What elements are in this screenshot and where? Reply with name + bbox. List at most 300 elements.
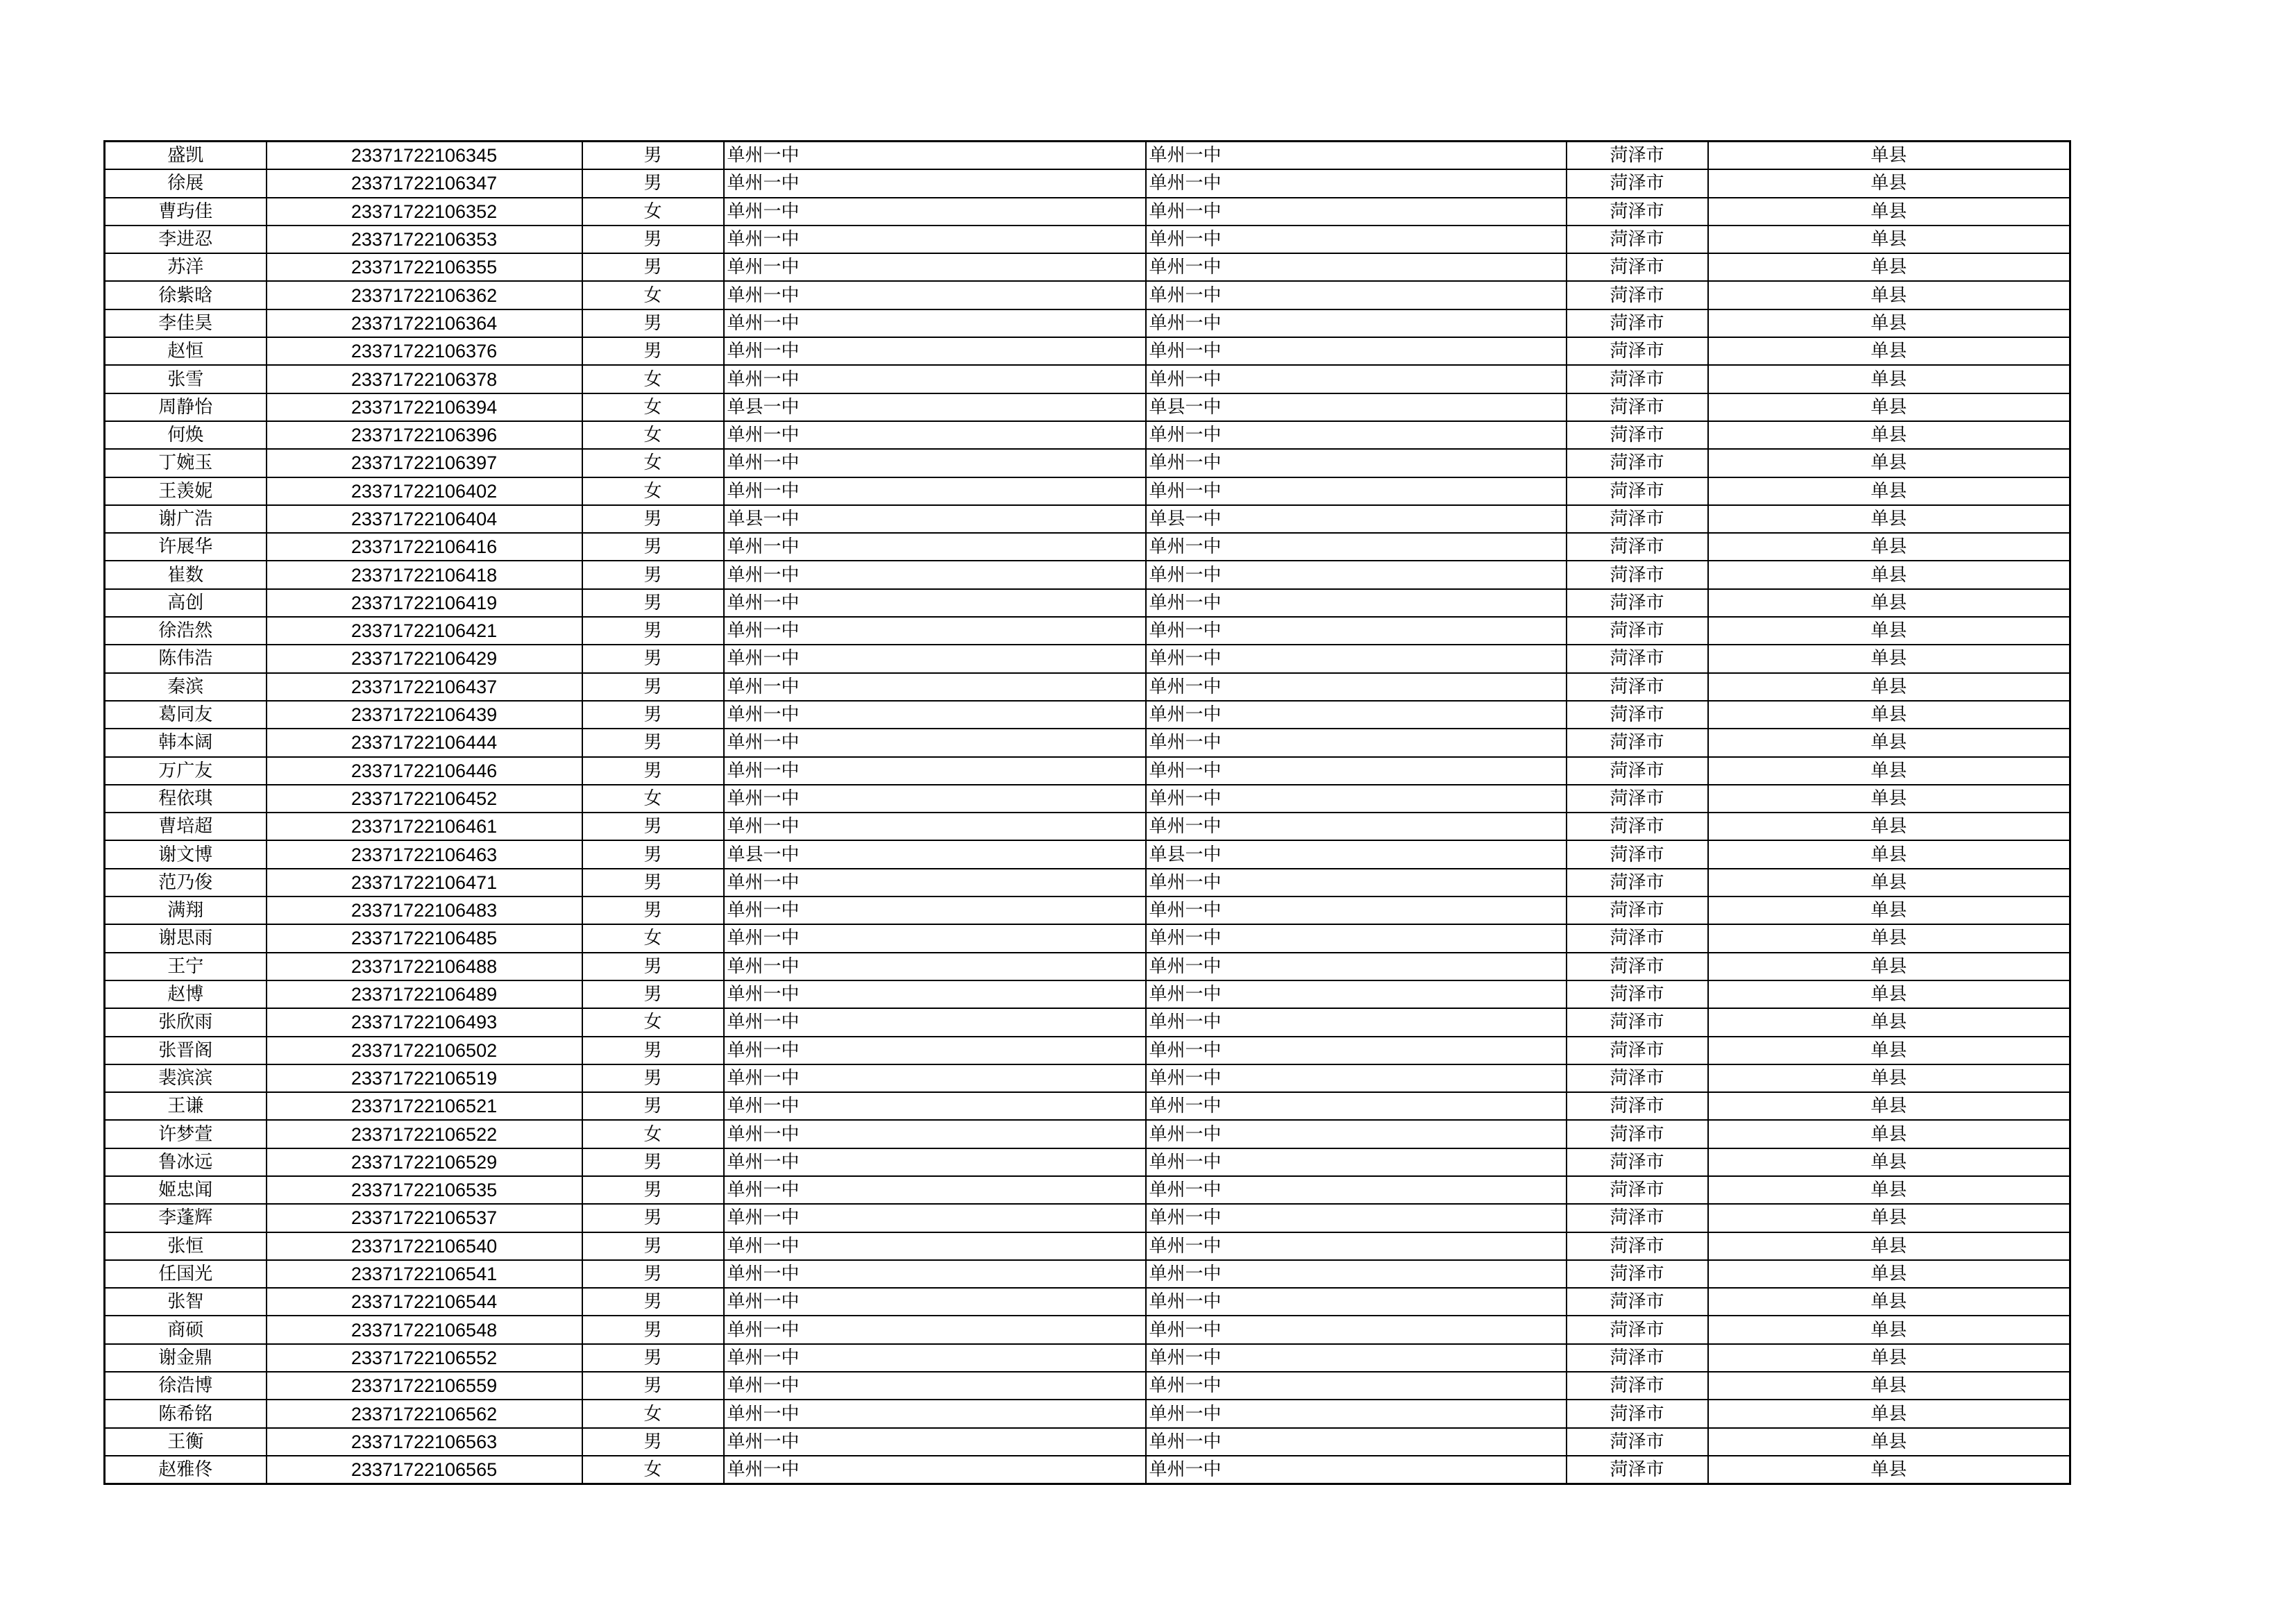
gender-cell: 男 <box>582 142 724 170</box>
school-cell: 单州一中 <box>724 1120 1146 1148</box>
county-cell: 单县 <box>1708 589 2070 617</box>
city-cell: 菏泽市 <box>1567 1344 1708 1372</box>
enrolled-school-cell: 单州一中 <box>1146 924 1567 952</box>
county-cell: 单县 <box>1708 1176 2070 1204</box>
enrolled-school-cell: 单州一中 <box>1146 1092 1567 1120</box>
school-cell: 单州一中 <box>724 1008 1146 1036</box>
table-row <box>105 198 2070 226</box>
school-cell: 单州一中 <box>724 561 1146 588</box>
county-cell: 单县 <box>1708 953 2070 980</box>
school-cell: 单州一中 <box>724 1037 1146 1064</box>
name-cell: 谢广浩 <box>105 505 267 533</box>
gender-cell: 男 <box>582 1372 724 1400</box>
table-row <box>105 505 2070 533</box>
name-cell: 谢文博 <box>105 840 267 868</box>
name-cell: 王谦 <box>105 1092 267 1120</box>
exam-id-cell: 23371722106419 <box>267 589 582 617</box>
enrolled-school-cell: 单州一中 <box>1146 1456 1567 1484</box>
enrolled-school-cell: 单州一中 <box>1146 1204 1567 1232</box>
county-cell: 单县 <box>1708 1037 2070 1064</box>
name-cell: 范乃俊 <box>105 869 267 897</box>
county-cell: 单县 <box>1708 1316 2070 1343</box>
enrolled-school-cell: 单州一中 <box>1146 869 1567 897</box>
table-row <box>105 813 2070 840</box>
table-row <box>105 785 2070 813</box>
exam-id-cell: 23371722106540 <box>267 1232 582 1260</box>
school-cell: 单县一中 <box>724 393 1146 421</box>
school-cell: 单州一中 <box>724 701 1146 729</box>
name-cell: 高创 <box>105 589 267 617</box>
exam-id-cell: 23371722106489 <box>267 980 582 1008</box>
table-row <box>105 729 2070 756</box>
gender-cell: 男 <box>582 1148 724 1176</box>
county-cell: 单县 <box>1708 924 2070 952</box>
county-cell: 单县 <box>1708 1064 2070 1092</box>
name-cell: 李进忍 <box>105 226 267 253</box>
table-row <box>105 1092 2070 1120</box>
city-cell: 菏泽市 <box>1567 897 1708 924</box>
name-cell: 葛同友 <box>105 701 267 729</box>
table-row <box>105 757 2070 785</box>
table-row <box>105 281 2070 309</box>
table-row <box>105 924 2070 952</box>
table-row <box>105 673 2070 701</box>
table-row <box>105 393 2070 421</box>
city-cell: 菏泽市 <box>1567 1148 1708 1176</box>
gender-cell: 男 <box>582 869 724 897</box>
enrolled-school-cell: 单州一中 <box>1146 1288 1567 1316</box>
gender-cell: 男 <box>582 226 724 253</box>
gender-cell: 男 <box>582 673 724 701</box>
school-cell: 单州一中 <box>724 449 1146 477</box>
gender-cell: 女 <box>582 198 724 226</box>
county-cell: 单县 <box>1708 701 2070 729</box>
table-row <box>105 1176 2070 1204</box>
name-cell: 王宁 <box>105 953 267 980</box>
school-cell: 单州一中 <box>724 477 1146 505</box>
county-cell: 单县 <box>1708 281 2070 309</box>
enrolled-school-cell: 单州一中 <box>1146 813 1567 840</box>
table-row <box>105 1344 2070 1372</box>
exam-id-cell: 23371722106439 <box>267 701 582 729</box>
name-cell: 曹培超 <box>105 813 267 840</box>
exam-id-cell: 23371722106437 <box>267 673 582 701</box>
enrolled-school-cell: 单州一中 <box>1146 980 1567 1008</box>
exam-id-cell: 23371722106552 <box>267 1344 582 1372</box>
exam-id-cell: 23371722106488 <box>267 953 582 980</box>
exam-id-cell: 23371722106562 <box>267 1400 582 1427</box>
name-cell: 张雪 <box>105 365 267 393</box>
city-cell: 菏泽市 <box>1567 757 1708 785</box>
table-row <box>105 533 2070 561</box>
enrolled-school-cell: 单州一中 <box>1146 1428 1567 1456</box>
school-cell: 单州一中 <box>724 869 1146 897</box>
enrolled-school-cell: 单县一中 <box>1146 505 1567 533</box>
school-cell: 单州一中 <box>724 1400 1146 1427</box>
enrolled-school-cell: 单州一中 <box>1146 1176 1567 1204</box>
table-row <box>105 1008 2070 1036</box>
city-cell: 菏泽市 <box>1567 421 1708 449</box>
county-cell: 单县 <box>1708 729 2070 756</box>
table-row <box>105 421 2070 449</box>
table-body <box>105 142 2070 1484</box>
city-cell: 菏泽市 <box>1567 226 1708 253</box>
city-cell: 菏泽市 <box>1567 953 1708 980</box>
city-cell: 菏泽市 <box>1567 198 1708 226</box>
city-cell: 菏泽市 <box>1567 393 1708 421</box>
exam-id-cell: 23371722106522 <box>267 1120 582 1148</box>
table-row <box>105 840 2070 868</box>
gender-cell: 男 <box>582 1260 724 1288</box>
exam-id-cell: 23371722106529 <box>267 1148 582 1176</box>
table-row <box>105 1232 2070 1260</box>
gender-cell: 女 <box>582 785 724 813</box>
school-cell: 单州一中 <box>724 169 1146 197</box>
name-cell: 韩本阔 <box>105 729 267 756</box>
county-cell: 单县 <box>1708 477 2070 505</box>
county-cell: 单县 <box>1708 1372 2070 1400</box>
gender-cell: 男 <box>582 253 724 281</box>
school-cell: 单州一中 <box>724 281 1146 309</box>
county-cell: 单县 <box>1708 169 2070 197</box>
exam-id-cell: 23371722106537 <box>267 1204 582 1232</box>
name-cell: 徐浩博 <box>105 1372 267 1400</box>
name-cell: 许展华 <box>105 533 267 561</box>
table-row <box>105 589 2070 617</box>
name-cell: 张恒 <box>105 1232 267 1260</box>
enrolled-school-cell: 单州一中 <box>1146 757 1567 785</box>
table-row <box>105 701 2070 729</box>
school-cell: 单州一中 <box>724 1148 1146 1176</box>
gender-cell: 男 <box>582 813 724 840</box>
exam-id-cell: 23371722106452 <box>267 785 582 813</box>
exam-id-cell: 23371722106521 <box>267 1092 582 1120</box>
enrolled-school-cell: 单州一中 <box>1146 1148 1567 1176</box>
name-cell: 许梦萱 <box>105 1120 267 1148</box>
name-cell: 谢思雨 <box>105 924 267 952</box>
table-row <box>105 980 2070 1008</box>
gender-cell: 女 <box>582 1456 724 1484</box>
school-cell: 单州一中 <box>724 1372 1146 1400</box>
school-cell: 单州一中 <box>724 142 1146 170</box>
enrolled-school-cell: 单州一中 <box>1146 449 1567 477</box>
exam-id-cell: 23371722106444 <box>267 729 582 756</box>
name-cell: 任国光 <box>105 1260 267 1288</box>
exam-id-cell: 23371722106461 <box>267 813 582 840</box>
enrolled-school-cell: 单州一中 <box>1146 617 1567 645</box>
exam-id-cell: 23371722106402 <box>267 477 582 505</box>
gender-cell: 男 <box>582 701 724 729</box>
gender-cell: 女 <box>582 1400 724 1427</box>
enrolled-school-cell: 单州一中 <box>1146 253 1567 281</box>
table-row <box>105 1148 2070 1176</box>
county-cell: 单县 <box>1708 617 2070 645</box>
county-cell: 单县 <box>1708 757 2070 785</box>
exam-id-cell: 23371722106544 <box>267 1288 582 1316</box>
exam-id-cell: 23371722106471 <box>267 869 582 897</box>
city-cell: 菏泽市 <box>1567 1316 1708 1343</box>
city-cell: 菏泽市 <box>1567 1372 1708 1400</box>
county-cell: 单县 <box>1708 1428 2070 1456</box>
city-cell: 菏泽市 <box>1567 1008 1708 1036</box>
school-cell: 单州一中 <box>724 1232 1146 1260</box>
school-cell: 单州一中 <box>724 1316 1146 1343</box>
city-cell: 菏泽市 <box>1567 813 1708 840</box>
table-row <box>105 449 2070 477</box>
school-cell: 单州一中 <box>724 1288 1146 1316</box>
exam-id-cell: 23371722106559 <box>267 1372 582 1400</box>
county-cell: 单县 <box>1708 561 2070 588</box>
gender-cell: 女 <box>582 449 724 477</box>
county-cell: 单县 <box>1708 365 2070 393</box>
enrolled-school-cell: 单州一中 <box>1146 1260 1567 1288</box>
gender-cell: 男 <box>582 729 724 756</box>
enrolled-school-cell: 单州一中 <box>1146 589 1567 617</box>
name-cell: 徐紫晗 <box>105 281 267 309</box>
city-cell: 菏泽市 <box>1567 1428 1708 1456</box>
exam-id-cell: 23371722106463 <box>267 840 582 868</box>
city-cell: 菏泽市 <box>1567 449 1708 477</box>
name-cell: 苏洋 <box>105 253 267 281</box>
county-cell: 单县 <box>1708 1260 2070 1288</box>
school-cell: 单州一中 <box>724 980 1146 1008</box>
exam-id-cell: 23371722106446 <box>267 757 582 785</box>
gender-cell: 男 <box>582 1316 724 1343</box>
county-cell: 单县 <box>1708 1232 2070 1260</box>
enrolled-school-cell: 单州一中 <box>1146 1316 1567 1343</box>
city-cell: 菏泽市 <box>1567 281 1708 309</box>
county-cell: 单县 <box>1708 337 2070 365</box>
table-row <box>105 645 2070 672</box>
name-cell: 张晋阁 <box>105 1037 267 1064</box>
city-cell: 菏泽市 <box>1567 785 1708 813</box>
city-cell: 菏泽市 <box>1567 309 1708 337</box>
name-cell: 王衡 <box>105 1428 267 1456</box>
table-row <box>105 953 2070 980</box>
city-cell: 菏泽市 <box>1567 924 1708 952</box>
gender-cell: 女 <box>582 1120 724 1148</box>
city-cell: 菏泽市 <box>1567 1456 1708 1484</box>
city-cell: 菏泽市 <box>1567 505 1708 533</box>
city-cell: 菏泽市 <box>1567 1232 1708 1260</box>
city-cell: 菏泽市 <box>1567 869 1708 897</box>
exam-id-cell: 23371722106347 <box>267 169 582 197</box>
name-cell: 李蓬辉 <box>105 1204 267 1232</box>
name-cell: 满翔 <box>105 897 267 924</box>
exam-id-cell: 23371722106345 <box>267 142 582 170</box>
county-cell: 单县 <box>1708 1092 2070 1120</box>
enrolled-school-cell: 单州一中 <box>1146 953 1567 980</box>
exam-id-cell: 23371722106548 <box>267 1316 582 1343</box>
exam-id-cell: 23371722106352 <box>267 198 582 226</box>
school-cell: 单州一中 <box>724 785 1146 813</box>
county-cell: 单县 <box>1708 421 2070 449</box>
gender-cell: 女 <box>582 281 724 309</box>
city-cell: 菏泽市 <box>1567 1120 1708 1148</box>
enrolled-school-cell: 单州一中 <box>1146 309 1567 337</box>
exam-id-cell: 23371722106483 <box>267 897 582 924</box>
city-cell: 菏泽市 <box>1567 729 1708 756</box>
school-cell: 单州一中 <box>724 337 1146 365</box>
county-cell: 单县 <box>1708 449 2070 477</box>
enrolled-school-cell: 单县一中 <box>1146 840 1567 868</box>
school-cell: 单州一中 <box>724 924 1146 952</box>
enrolled-school-cell: 单州一中 <box>1146 701 1567 729</box>
name-cell: 何焕 <box>105 421 267 449</box>
county-cell: 单县 <box>1708 142 2070 170</box>
name-cell: 裴滨滨 <box>105 1064 267 1092</box>
school-cell: 单州一中 <box>724 365 1146 393</box>
gender-cell: 男 <box>582 1092 724 1120</box>
county-cell: 单县 <box>1708 980 2070 1008</box>
city-cell: 菏泽市 <box>1567 701 1708 729</box>
gender-cell: 女 <box>582 477 724 505</box>
school-cell: 单州一中 <box>724 533 1146 561</box>
gender-cell: 男 <box>582 1288 724 1316</box>
county-cell: 单县 <box>1708 840 2070 868</box>
county-cell: 单县 <box>1708 1148 2070 1176</box>
name-cell: 商硕 <box>105 1316 267 1343</box>
enrolled-school-cell: 单州一中 <box>1146 1120 1567 1148</box>
school-cell: 单州一中 <box>724 1260 1146 1288</box>
table-row <box>105 1064 2070 1092</box>
school-cell: 单州一中 <box>724 421 1146 449</box>
name-cell: 赵博 <box>105 980 267 1008</box>
city-cell: 菏泽市 <box>1567 840 1708 868</box>
exam-id-cell: 23371722106416 <box>267 533 582 561</box>
table-row <box>105 226 2070 253</box>
city-cell: 菏泽市 <box>1567 673 1708 701</box>
county-cell: 单县 <box>1708 1204 2070 1232</box>
gender-cell: 男 <box>582 1176 724 1204</box>
city-cell: 菏泽市 <box>1567 253 1708 281</box>
table-row <box>105 1288 2070 1316</box>
gender-cell: 男 <box>582 1064 724 1092</box>
gender-cell: 男 <box>582 169 724 197</box>
city-cell: 菏泽市 <box>1567 1037 1708 1064</box>
table-row <box>105 1120 2070 1148</box>
gender-cell: 男 <box>582 1232 724 1260</box>
school-cell: 单州一中 <box>724 1204 1146 1232</box>
name-cell: 丁婉玉 <box>105 449 267 477</box>
gender-cell: 男 <box>582 309 724 337</box>
city-cell: 菏泽市 <box>1567 1260 1708 1288</box>
enrolled-school-cell: 单州一中 <box>1146 1008 1567 1036</box>
enrolled-school-cell: 单州一中 <box>1146 897 1567 924</box>
gender-cell: 男 <box>582 840 724 868</box>
enrolled-school-cell: 单州一中 <box>1146 226 1567 253</box>
table-row <box>105 1372 2070 1400</box>
enrolled-school-cell: 单州一中 <box>1146 421 1567 449</box>
city-cell: 菏泽市 <box>1567 337 1708 365</box>
exam-id-cell: 23371722106485 <box>267 924 582 952</box>
table-row <box>105 561 2070 588</box>
county-cell: 单县 <box>1708 1120 2070 1148</box>
gender-cell: 男 <box>582 617 724 645</box>
county-cell: 单县 <box>1708 1400 2070 1427</box>
gender-cell: 男 <box>582 953 724 980</box>
enrolled-school-cell: 单州一中 <box>1146 673 1567 701</box>
table-row <box>105 253 2070 281</box>
name-cell: 万广友 <box>105 757 267 785</box>
school-cell: 单州一中 <box>724 673 1146 701</box>
school-cell: 单州一中 <box>724 897 1146 924</box>
city-cell: 菏泽市 <box>1567 1064 1708 1092</box>
county-cell: 单县 <box>1708 309 2070 337</box>
student-table <box>103 140 2071 1485</box>
name-cell: 张智 <box>105 1288 267 1316</box>
county-cell: 单县 <box>1708 785 2070 813</box>
city-cell: 菏泽市 <box>1567 589 1708 617</box>
county-cell: 单县 <box>1708 897 2070 924</box>
county-cell: 单县 <box>1708 226 2070 253</box>
name-cell: 崔数 <box>105 561 267 588</box>
gender-cell: 男 <box>582 897 724 924</box>
school-cell: 单州一中 <box>724 1456 1146 1484</box>
name-cell: 赵雅佟 <box>105 1456 267 1484</box>
enrolled-school-cell: 单州一中 <box>1146 337 1567 365</box>
exam-id-cell: 23371722106421 <box>267 617 582 645</box>
city-cell: 菏泽市 <box>1567 142 1708 170</box>
county-cell: 单县 <box>1708 533 2070 561</box>
enrolled-school-cell: 单州一中 <box>1146 142 1567 170</box>
table-row <box>105 477 2070 505</box>
enrolled-school-cell: 单州一中 <box>1146 1037 1567 1064</box>
city-cell: 菏泽市 <box>1567 1092 1708 1120</box>
name-cell: 盛凯 <box>105 142 267 170</box>
school-cell: 单州一中 <box>724 617 1146 645</box>
exam-id-cell: 23371722106355 <box>267 253 582 281</box>
county-cell: 单县 <box>1708 253 2070 281</box>
name-cell: 张欣雨 <box>105 1008 267 1036</box>
school-cell: 单州一中 <box>724 1428 1146 1456</box>
city-cell: 菏泽市 <box>1567 169 1708 197</box>
exam-id-cell: 23371722106493 <box>267 1008 582 1036</box>
table-row <box>105 337 2070 365</box>
exam-id-cell: 23371722106429 <box>267 645 582 672</box>
enrolled-school-cell: 单州一中 <box>1146 1372 1567 1400</box>
enrolled-school-cell: 单州一中 <box>1146 645 1567 672</box>
enrolled-school-cell: 单州一中 <box>1146 1232 1567 1260</box>
school-cell: 单州一中 <box>724 309 1146 337</box>
name-cell: 周静怡 <box>105 393 267 421</box>
enrolled-school-cell: 单州一中 <box>1146 561 1567 588</box>
enrolled-school-cell: 单州一中 <box>1146 477 1567 505</box>
exam-id-cell: 23371722106563 <box>267 1428 582 1456</box>
enrolled-school-cell: 单州一中 <box>1146 198 1567 226</box>
city-cell: 菏泽市 <box>1567 533 1708 561</box>
county-cell: 单县 <box>1708 1456 2070 1484</box>
exam-id-cell: 23371722106565 <box>267 1456 582 1484</box>
enrolled-school-cell: 单县一中 <box>1146 393 1567 421</box>
exam-id-cell: 23371722106519 <box>267 1064 582 1092</box>
city-cell: 菏泽市 <box>1567 980 1708 1008</box>
school-cell: 单州一中 <box>724 1064 1146 1092</box>
school-cell: 单州一中 <box>724 729 1146 756</box>
enrolled-school-cell: 单州一中 <box>1146 1064 1567 1092</box>
gender-cell: 男 <box>582 337 724 365</box>
enrolled-school-cell: 单州一中 <box>1146 365 1567 393</box>
table-row <box>105 617 2070 645</box>
gender-cell: 男 <box>582 561 724 588</box>
city-cell: 菏泽市 <box>1567 617 1708 645</box>
enrolled-school-cell: 单州一中 <box>1146 533 1567 561</box>
exam-id-cell: 23371722106397 <box>267 449 582 477</box>
gender-cell: 男 <box>582 1344 724 1372</box>
exam-id-cell: 23371722106418 <box>267 561 582 588</box>
gender-cell: 男 <box>582 980 724 1008</box>
enrolled-school-cell: 单州一中 <box>1146 1344 1567 1372</box>
